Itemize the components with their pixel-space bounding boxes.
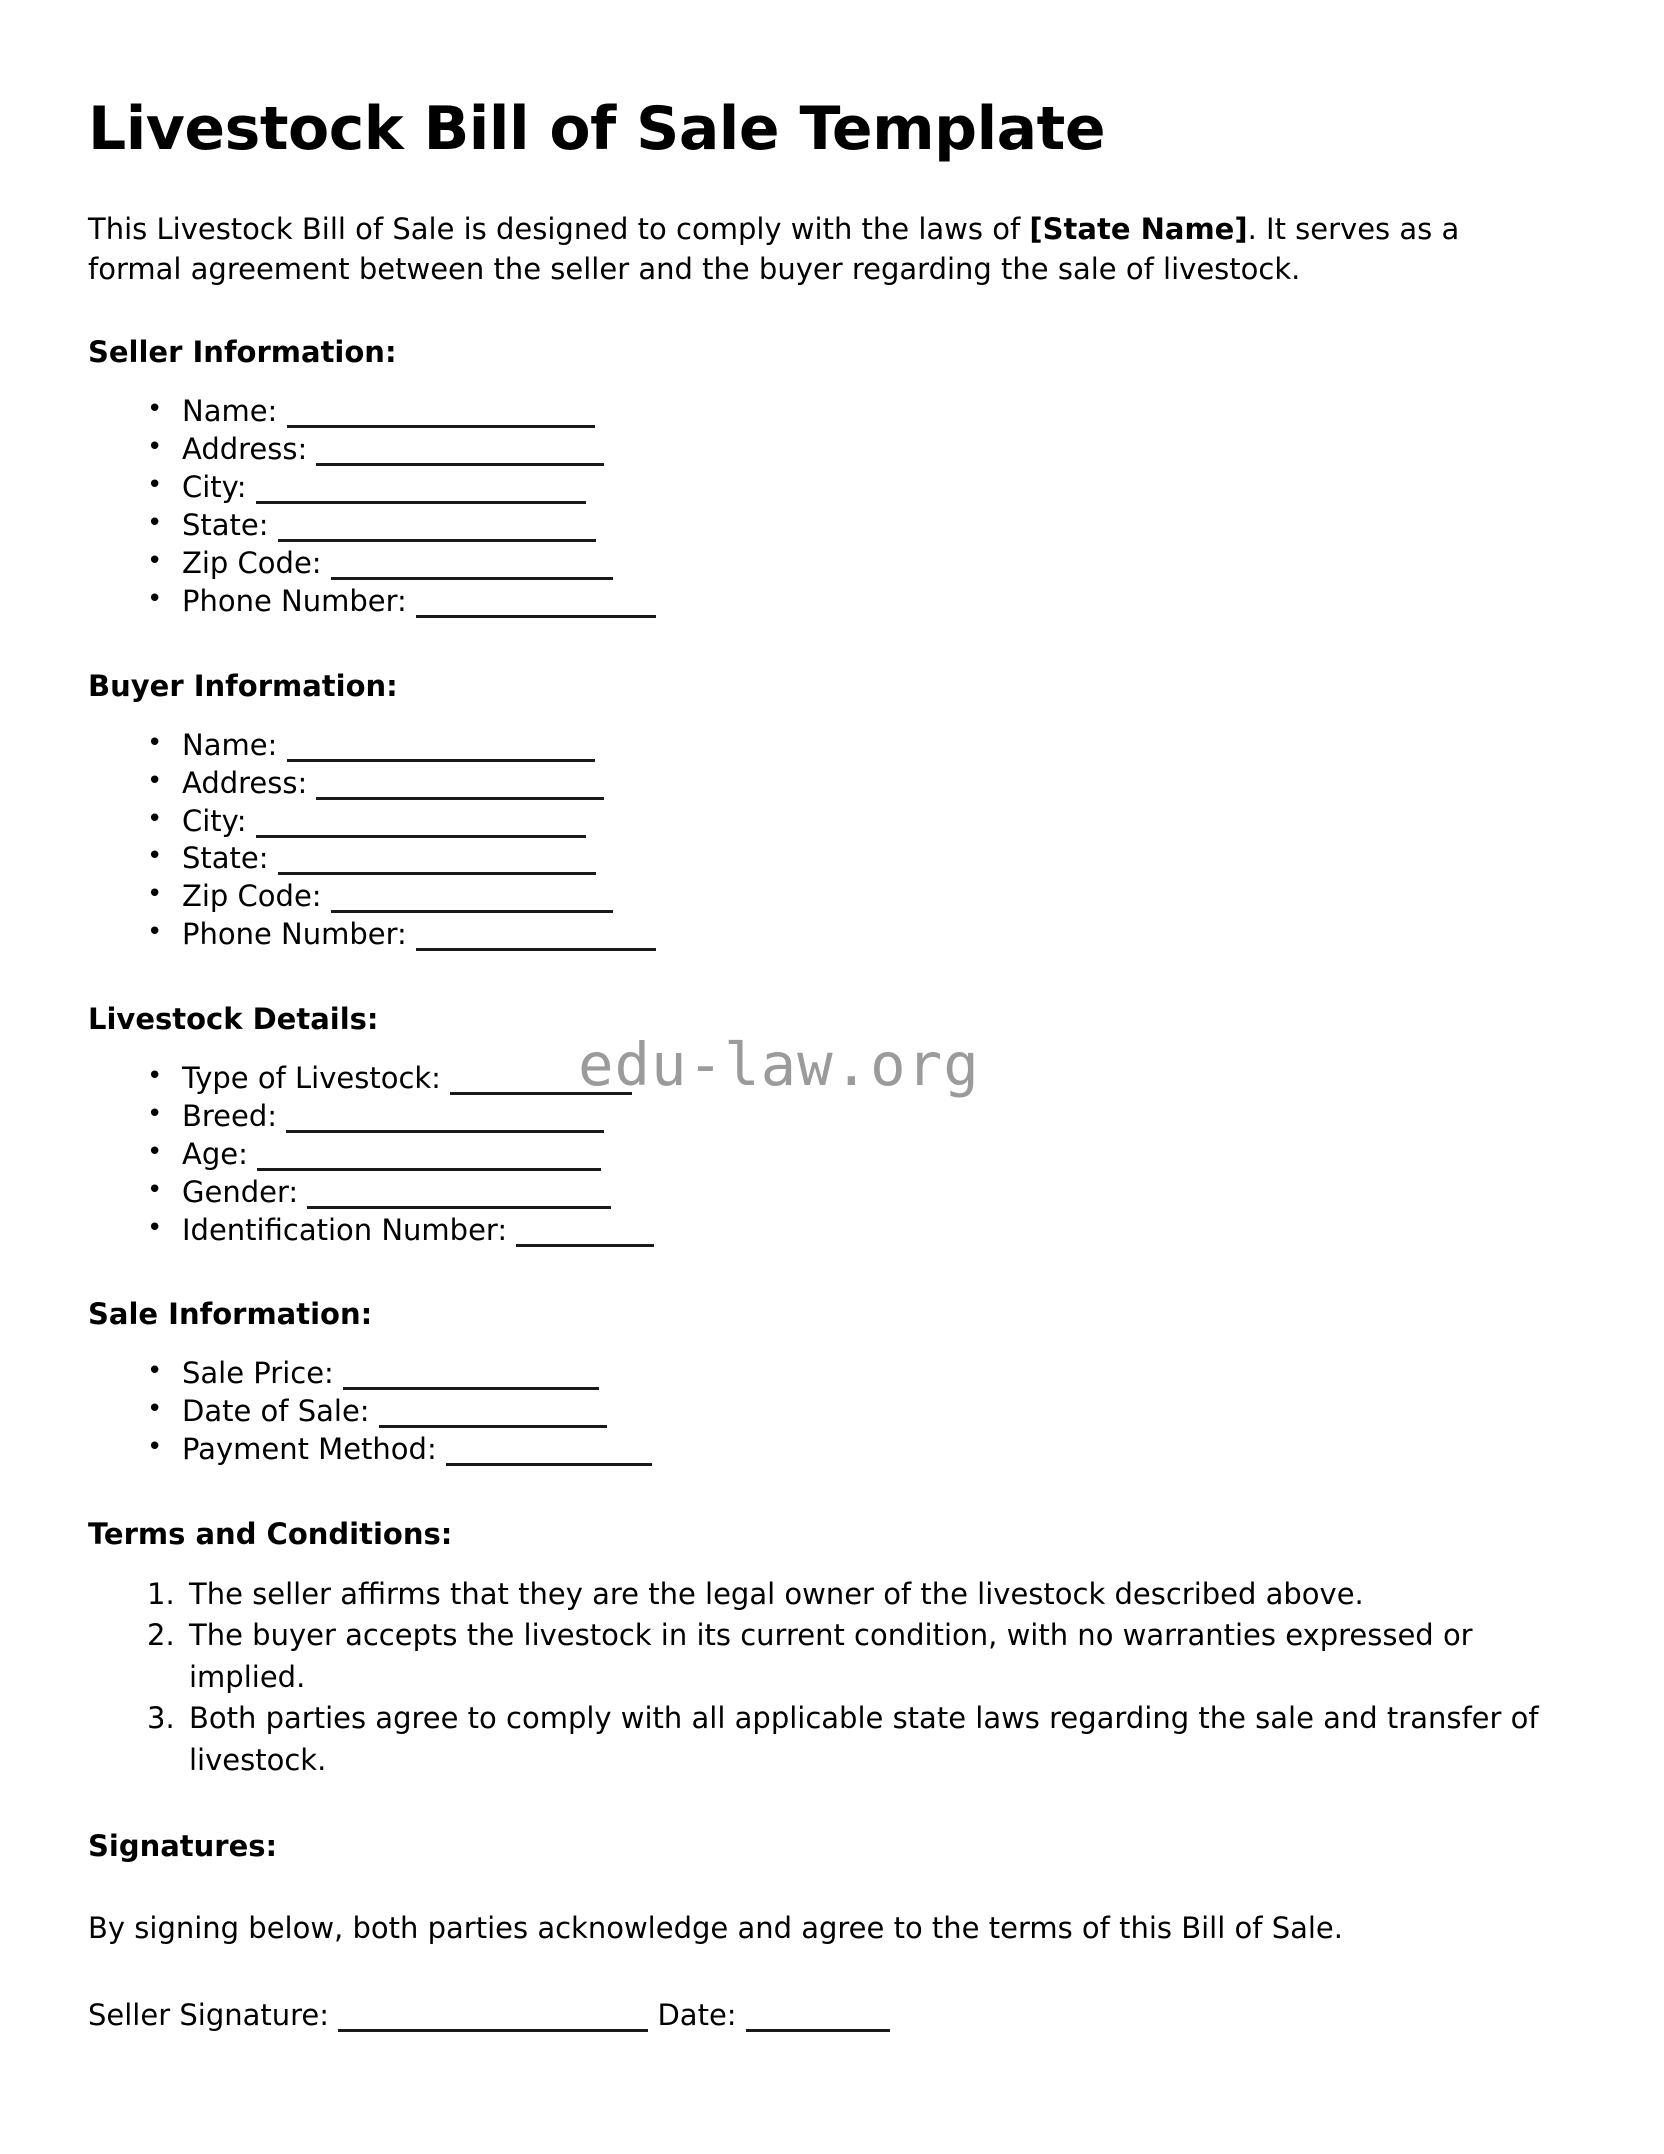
livestock-fields-list [88,1037,1576,1250]
field-label: City: [182,469,247,504]
list-item [147,840,1576,878]
buyer-information-heading: Buyer Information: [88,668,398,703]
field-blank-line[interactable] [416,615,656,618]
list-item [147,803,1576,841]
list-item [147,545,1576,583]
field-label: Zip Code: [182,545,322,580]
list-item [147,1393,1576,1431]
field-blank-line[interactable] [287,425,595,428]
intro-after: . It serves as a formal agreement between the seller and the buyer regarding the sale of livestock. [88,212,1460,287]
seller-information-heading: Seller Information: [88,335,397,370]
list-item [147,1098,1576,1136]
field-blank-line[interactable] [379,1425,607,1428]
intro-paragraph [88,164,1543,289]
state-name-placeholder: [State Name] [1029,212,1248,246]
list-item: Both parties agree to comply with all applicable state laws regarding the sale and transfer of livestock. [189,1701,1539,1777]
field-label: Address: [182,431,308,466]
livestock-details-heading: Livestock Details: [88,1002,379,1037]
field-blank-line[interactable] [287,759,595,762]
field-blank-line[interactable] [516,1244,654,1247]
field-blank-line[interactable] [286,1130,604,1133]
seller-fields-list [88,370,1576,621]
field-blank-line[interactable] [278,539,596,542]
list-item [147,469,1576,507]
list-item: The buyer accepts the livestock in its current condition, with no warranties expressed or implied. [189,1618,1473,1694]
intro-before: This Livestock Bill of Sale is designed to comply with the laws of [88,212,1030,246]
list-item [147,431,1576,469]
list-item [147,765,1576,803]
field-label: State: [182,841,269,876]
field-label: Breed: [182,1099,278,1134]
field-blank-line[interactable] [316,463,604,466]
list-item [147,1212,1576,1250]
field-label: Age: [182,1137,248,1172]
list-item [147,1355,1576,1393]
list-item [147,916,1576,954]
seller-signature-blank-line[interactable] [338,2029,648,2032]
field-label: Identification Number: [182,1213,508,1248]
field-label: Payment Method: [182,1431,437,1466]
date-blank-line[interactable] [746,2029,890,2032]
date-label: Date: [657,1997,737,2032]
list-item [147,727,1576,765]
field-label: City: [182,803,247,838]
watermark-text: edu-law.org [578,1030,980,1099]
signatures-note: By signing below, both parties acknowledge and agree to the terms of this Bill of Sale. [88,1910,1343,1945]
field-label: Sale Price: [182,1355,334,1390]
field-blank-line[interactable] [446,1463,652,1466]
field-label: Date of Sale: [182,1393,370,1428]
list-item [147,393,1576,431]
page-title: Livestock Bill of Sale Template [88,94,1106,164]
field-label: Type of Livestock: [182,1061,441,1096]
list-item: The seller affirms that they are the legal owner of the livestock described above. [189,1576,1364,1611]
signatures-heading: Signatures: [88,1829,278,1864]
field-label: Name: [182,393,278,428]
field-label: Phone Number: [182,917,407,952]
terms-list [88,1552,1576,1781]
list-item [147,878,1576,916]
field-blank-line[interactable] [278,872,596,875]
terms-and-conditions-heading: Terms and Conditions: [88,1516,453,1551]
field-label: Zip Code: [182,879,322,914]
list-item [147,583,1576,621]
field-label: Address: [182,765,308,800]
list-item [147,1060,1576,1098]
signature-line-row [88,1948,1576,2035]
field-blank-line[interactable] [256,501,586,504]
list-item [147,1174,1576,1212]
field-blank-line[interactable] [316,797,604,800]
buyer-fields-list [88,704,1576,955]
sale-fields-list [88,1332,1576,1469]
field-blank-line[interactable] [307,1206,611,1209]
seller-signature-label: Seller Signature: [88,1997,330,2032]
field-blank-line[interactable] [256,835,586,838]
field-label: Gender: [182,1175,299,1210]
list-item [147,507,1576,545]
field-blank-line[interactable] [450,1092,632,1095]
field-blank-line[interactable] [331,910,613,913]
field-blank-line[interactable] [343,1387,599,1390]
list-item [147,1431,1576,1469]
field-blank-line[interactable] [331,577,613,580]
list-item [147,1136,1576,1174]
field-blank-line[interactable] [257,1168,601,1171]
sale-information-heading: Sale Information: [88,1297,373,1332]
field-blank-line[interactable] [416,948,656,951]
field-label: Phone Number: [182,583,407,618]
field-label: State: [182,507,269,542]
field-label: Name: [182,727,278,762]
